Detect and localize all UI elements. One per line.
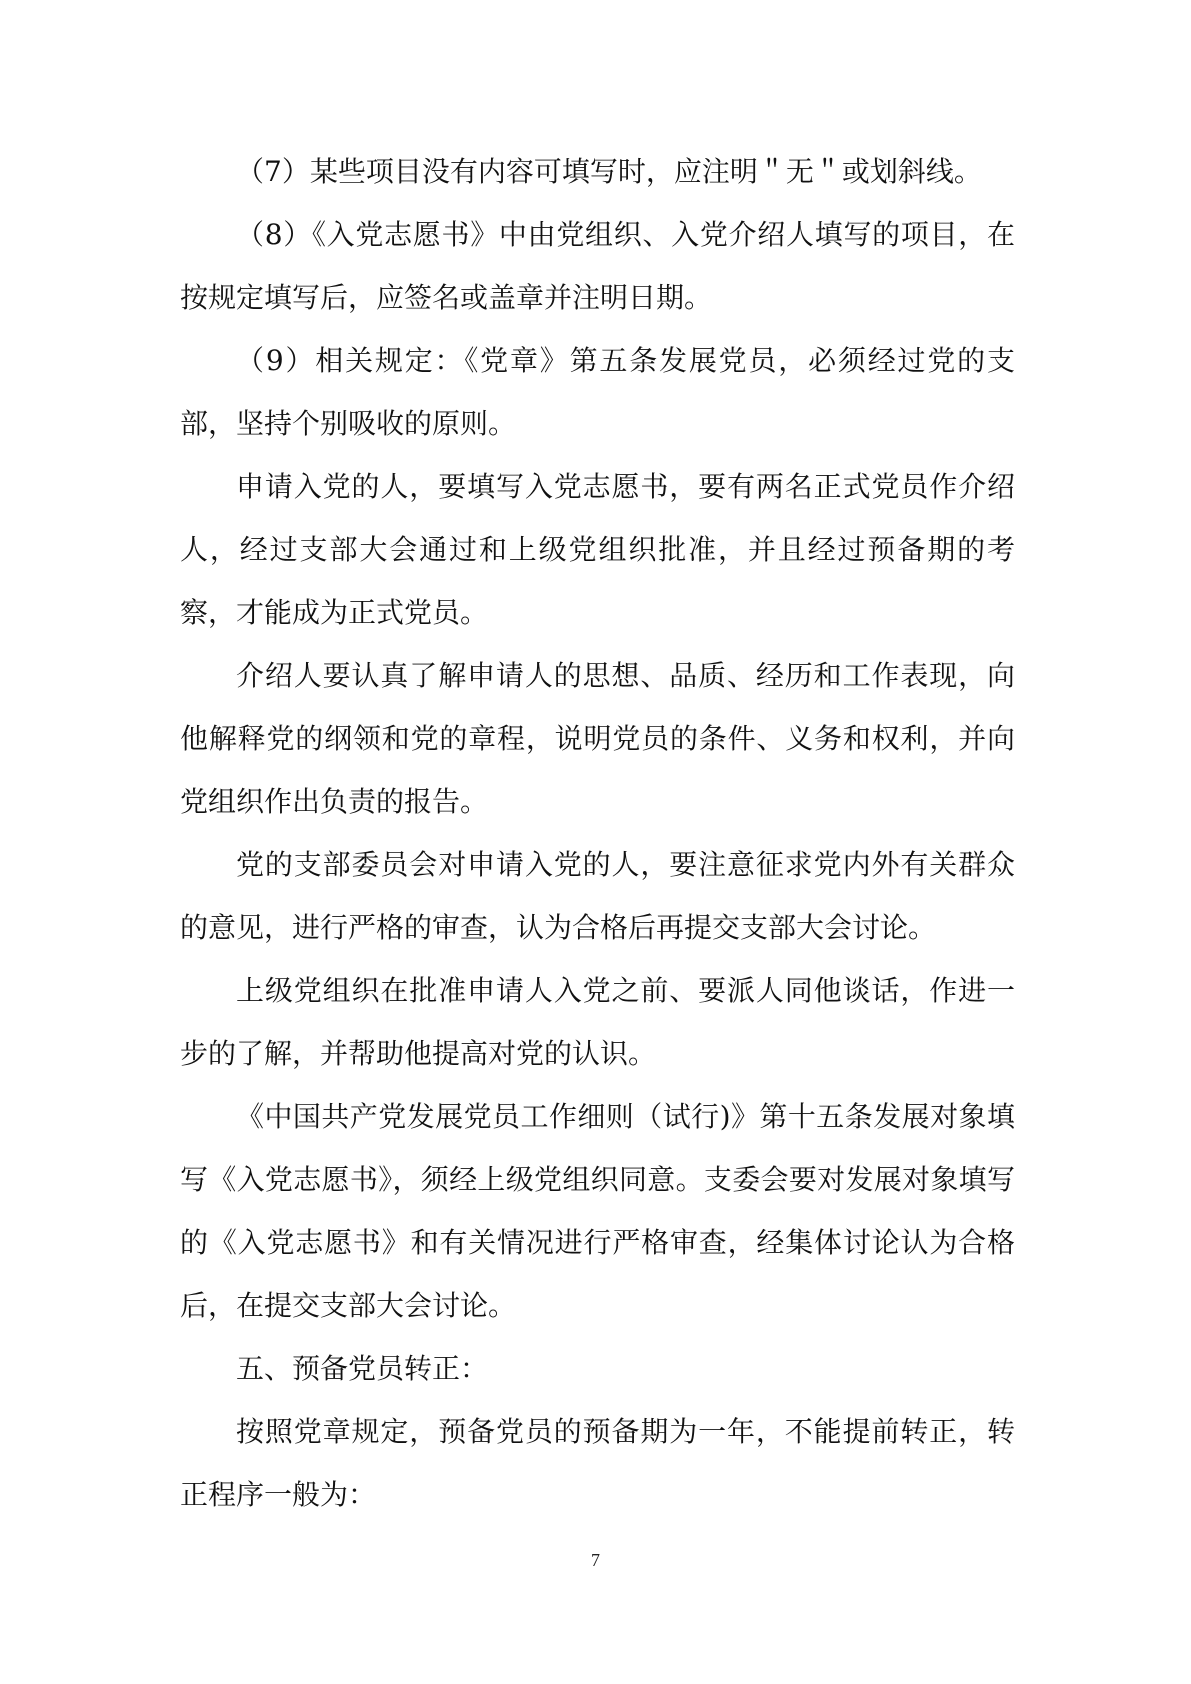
paragraph-branch-committee: 党的支部委员会对申请入党的人，要注意征求党内外有关群众的意见，进行严格的审查，认为合格后再提交支部大会讨论。	[180, 848, 1015, 944]
paragraph-item-7: （7）某些项目没有内容可填写时，应注明＂无＂或划斜线。	[236, 155, 982, 188]
page-number: 7	[591, 1550, 600, 1570]
paragraph-probation-period: 按照党章规定，预备党员的预备期为一年，不能提前转正，转正程序一般为：	[180, 1415, 1015, 1511]
paragraph-higher-organization: 上级党组织在批准申请人入党之前、要派人同他谈话，作进一步的了解，并帮助他提高对党的认识。	[180, 974, 1015, 1070]
document-body	[180, 140, 1015, 1526]
section-heading-probationary: 五、预备党员转正：	[236, 1352, 489, 1385]
paragraph-application: 申请入党的人，要填写入党志愿书，要有两名正式党员作介绍人，经过支部大会通过和上级党组织批准，并且经过预备期的考察，才能成为正式党员。	[180, 470, 1015, 629]
paragraph-introducer: 介绍人要认真了解申请人的思想、品质、经历和工作表现，向他解释党的纲领和党的章程，说明党员的条件、义务和权利，并向党组织作出负责的报告。	[180, 659, 1015, 818]
paragraph-item-9: （9）相关规定：《党章》第五条发展党员，必须经过党的支部，坚持个别吸收的原则。	[180, 344, 1015, 440]
paragraph-item-8: （8）《入党志愿书》中由党组织、入党介绍人填写的项目，在按规定填写后，应签名或盖章并注明日期。	[180, 218, 1015, 314]
paragraph-work-rules: 《中国共产党发展党员工作细则（试行)》第十五条发展对象填写《入党志愿书》，须经上级党组织同意。支委会要对发展对象填写的《入党志愿书》和有关情况进行严格审查，经集体讨论认为合格后，在提交支部大会讨论。	[180, 1100, 1015, 1322]
